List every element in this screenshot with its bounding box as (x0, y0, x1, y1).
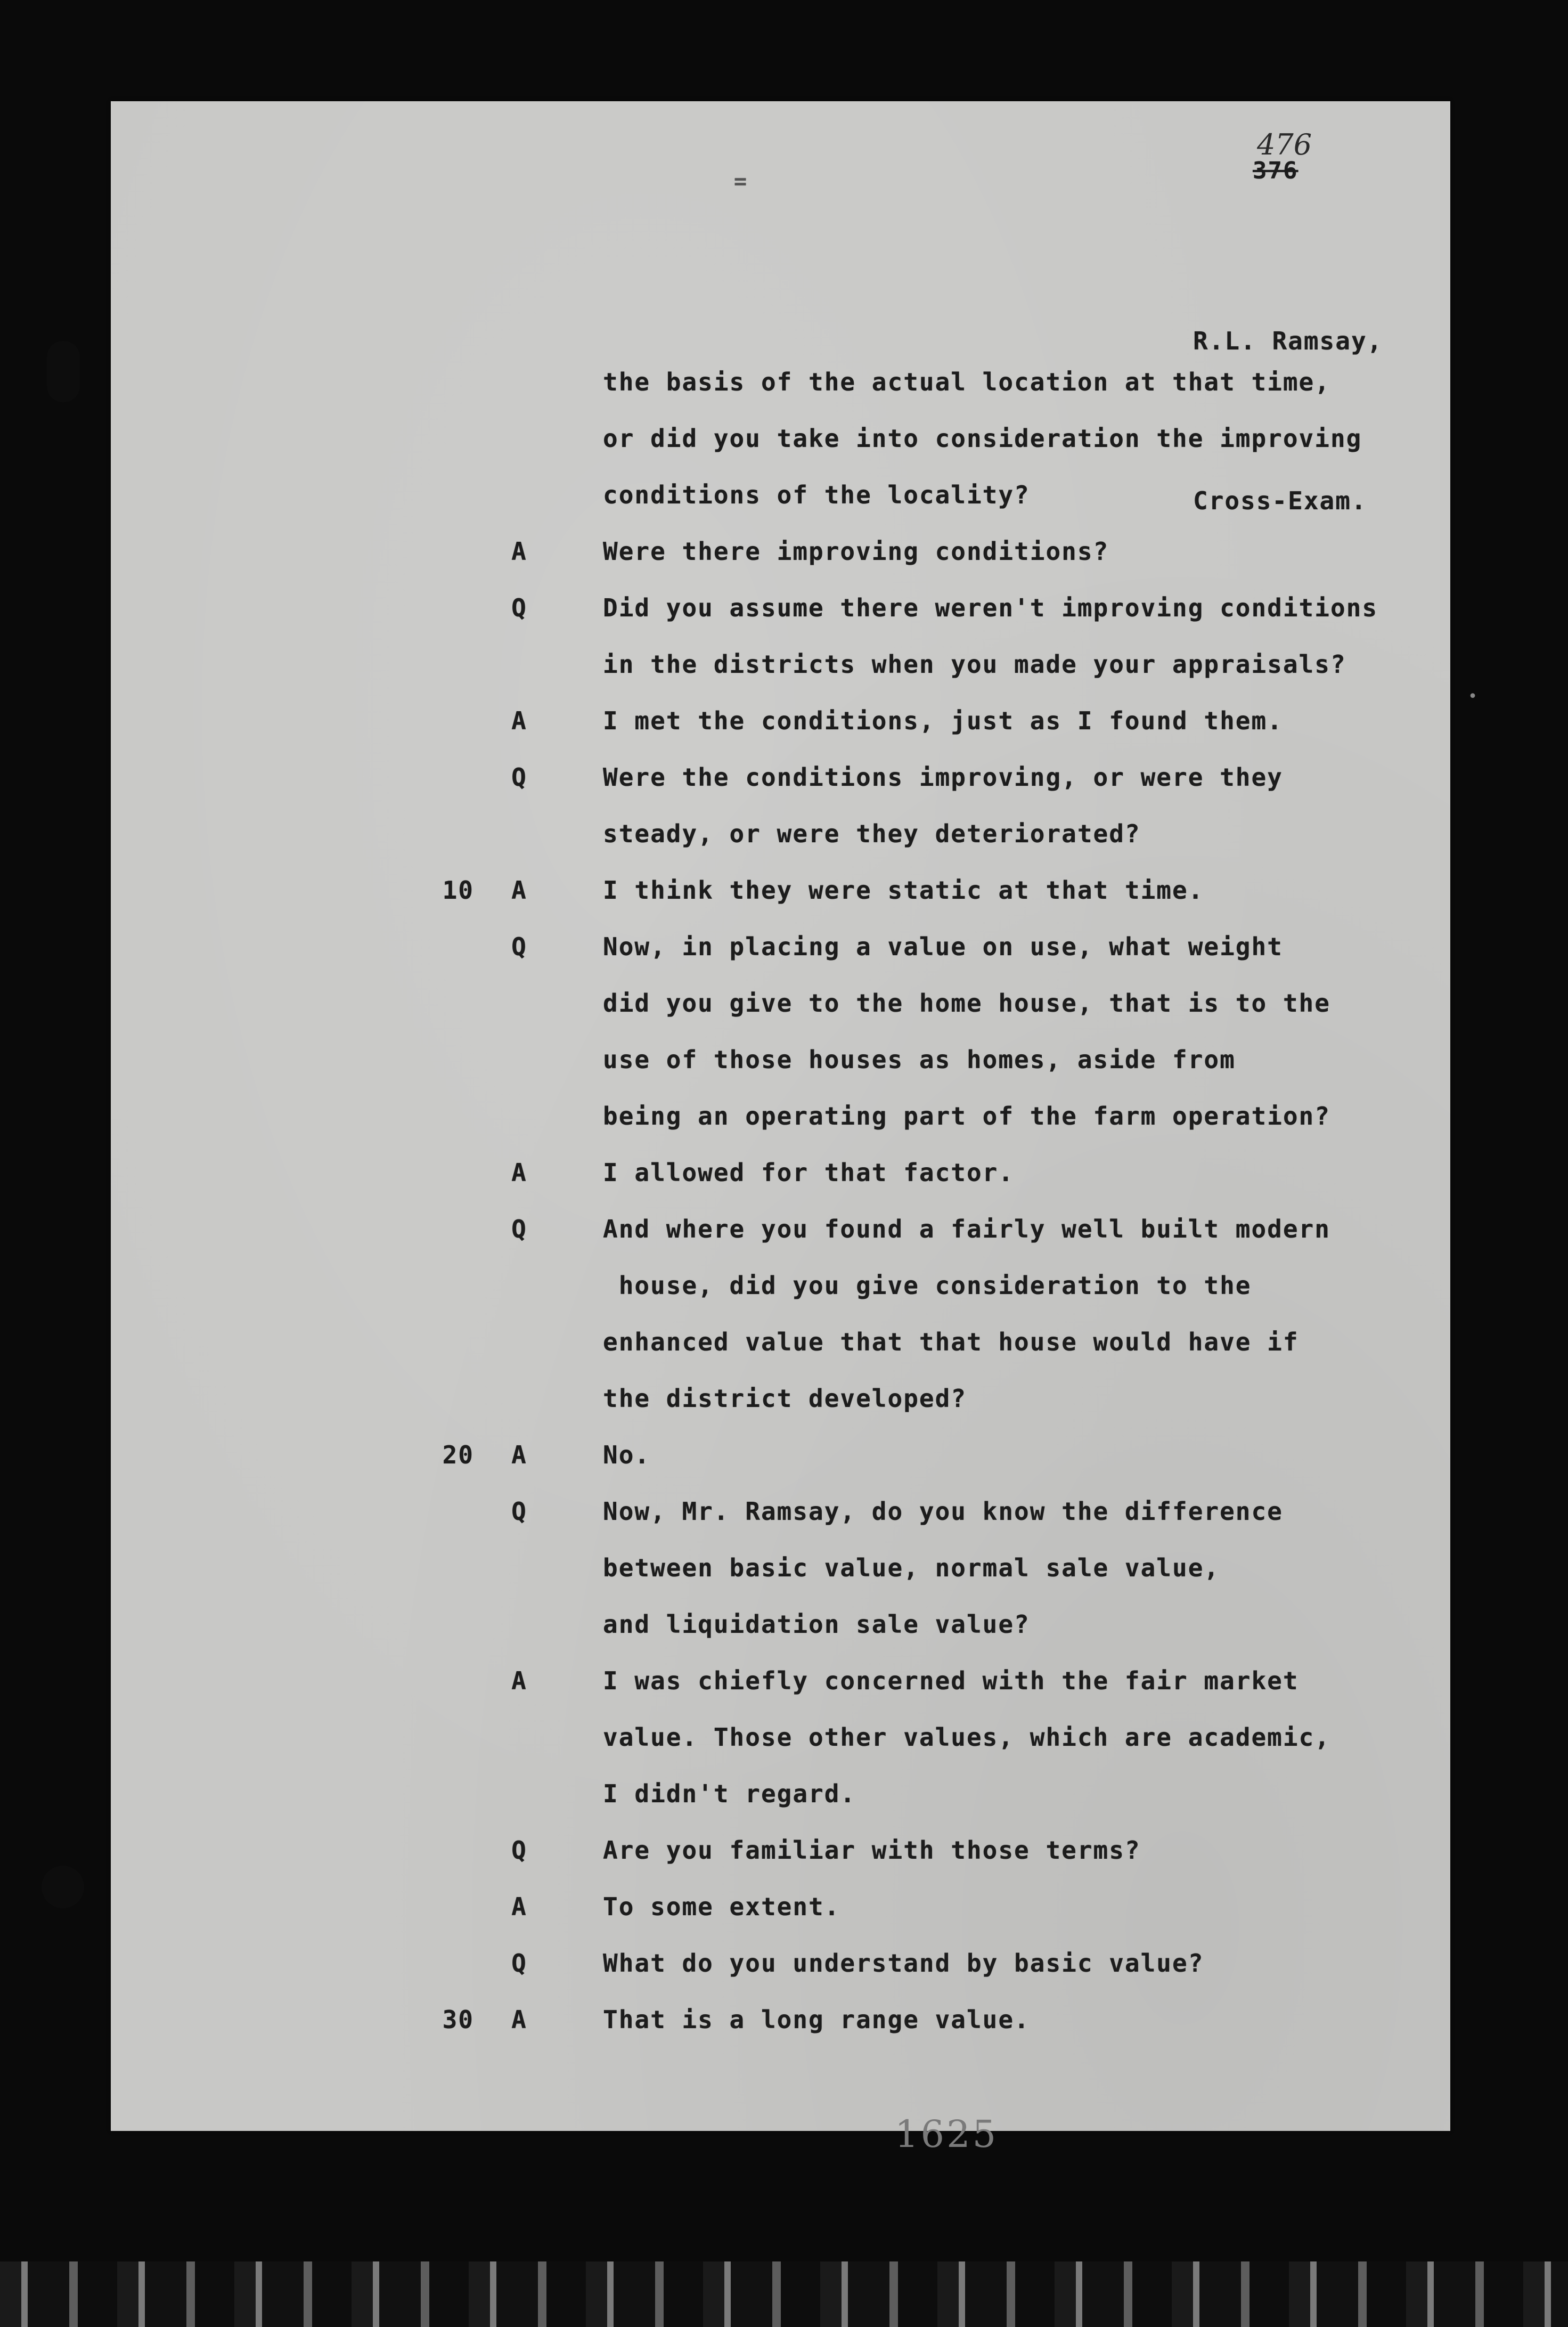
testimony-text: the district developed? (603, 1384, 967, 1413)
testimony-text: Did you assume there weren't improving conditions (603, 593, 1378, 622)
testimony-text: I didn't regard. (603, 1779, 856, 1808)
speaker-label: Q (511, 1836, 527, 1865)
handwritten-page-number: 476 (1257, 128, 1312, 161)
speaker-label: Q (511, 1949, 527, 1978)
speaker-label: A (511, 1666, 527, 1695)
testimony-text: That is a long range value. (603, 2005, 1030, 2034)
testimony-text: the basis of the actual location at that time, (603, 368, 1330, 396)
testimony-text: in the districts when you made your appraisals? (603, 650, 1346, 679)
testimony-text: I allowed for that factor. (603, 1158, 1015, 1187)
line-number: 30 (442, 2005, 474, 2034)
line-number: 20 (442, 1441, 474, 1469)
testimony-text: Now, Mr. Ramsay, do you know the difference (603, 1497, 1283, 1526)
witness-name: R.L. Ramsay, (1193, 327, 1383, 355)
speaker-label: Q (511, 1497, 527, 1526)
testimony-text: conditions of the locality? (603, 481, 1030, 509)
testimony-text: Were the conditions improving, or were they (603, 763, 1283, 792)
testimony-text: did you give to the home house, that is to the (603, 989, 1330, 1018)
testimony-text: house, did you give consideration to the (603, 1271, 1252, 1300)
speaker-label: Q (511, 1215, 527, 1243)
struck-page-number: 376 (1253, 157, 1298, 184)
testimony-text: between basic value, normal sale value, (603, 1553, 1220, 1582)
speaker-label: Q (511, 593, 527, 622)
speaker-label: A (511, 876, 527, 905)
speaker-label: A (511, 1158, 527, 1187)
testimony-text: value. Those other values, which are academic, (603, 1723, 1330, 1752)
speaker-label: Q (511, 932, 527, 961)
speaker-label: A (511, 1892, 527, 1921)
speaker-label: A (511, 706, 527, 735)
exam-type: Cross-Exam. (1193, 486, 1367, 515)
testimony-text: and liquidation sale value? (603, 1610, 1030, 1639)
punch-hole-bottom (42, 1866, 84, 1908)
testimony-text: enhanced value that that house would have if (603, 1328, 1299, 1356)
testimony-text: or did you take into consideration the improving (603, 424, 1362, 453)
speaker-label: Q (511, 763, 527, 792)
punch-hole-top (47, 341, 80, 402)
speaker-label: A (511, 1441, 527, 1469)
testimony-text: I met the conditions, just as I found them. (603, 706, 1283, 735)
testimony-text: And where you found a fairly well built modern (603, 1215, 1330, 1243)
line-number: 10 (442, 876, 474, 905)
testimony-text: use of those houses as homes, aside from (603, 1045, 1236, 1074)
testimony-text: Now, in placing a value on use, what weight (603, 932, 1283, 961)
top-smudge-mark: = (734, 169, 748, 194)
speaker-label: A (511, 537, 527, 566)
margin-mark: • (1468, 687, 1478, 706)
testimony-text: What do you understand by basic value? (603, 1949, 1204, 1978)
speaker-label: A (511, 2005, 527, 2034)
testimony-text: I was chiefly concerned with the fair market (603, 1666, 1299, 1695)
testimony-text: being an operating part of the farm operation? (603, 1102, 1330, 1130)
testimony-text: To some extent. (603, 1892, 840, 1921)
page-number: 1625 (895, 2112, 999, 2156)
testimony-text: Were there improving conditions? (603, 537, 1109, 566)
film-strip (0, 2261, 1568, 2327)
testimony-text: I think they were static at that time. (603, 876, 1204, 905)
testimony-text: No. (603, 1441, 651, 1469)
testimony-text: Are you familiar with those terms? (603, 1836, 1141, 1865)
testimony-text: steady, or were they deteriorated? (603, 819, 1141, 848)
